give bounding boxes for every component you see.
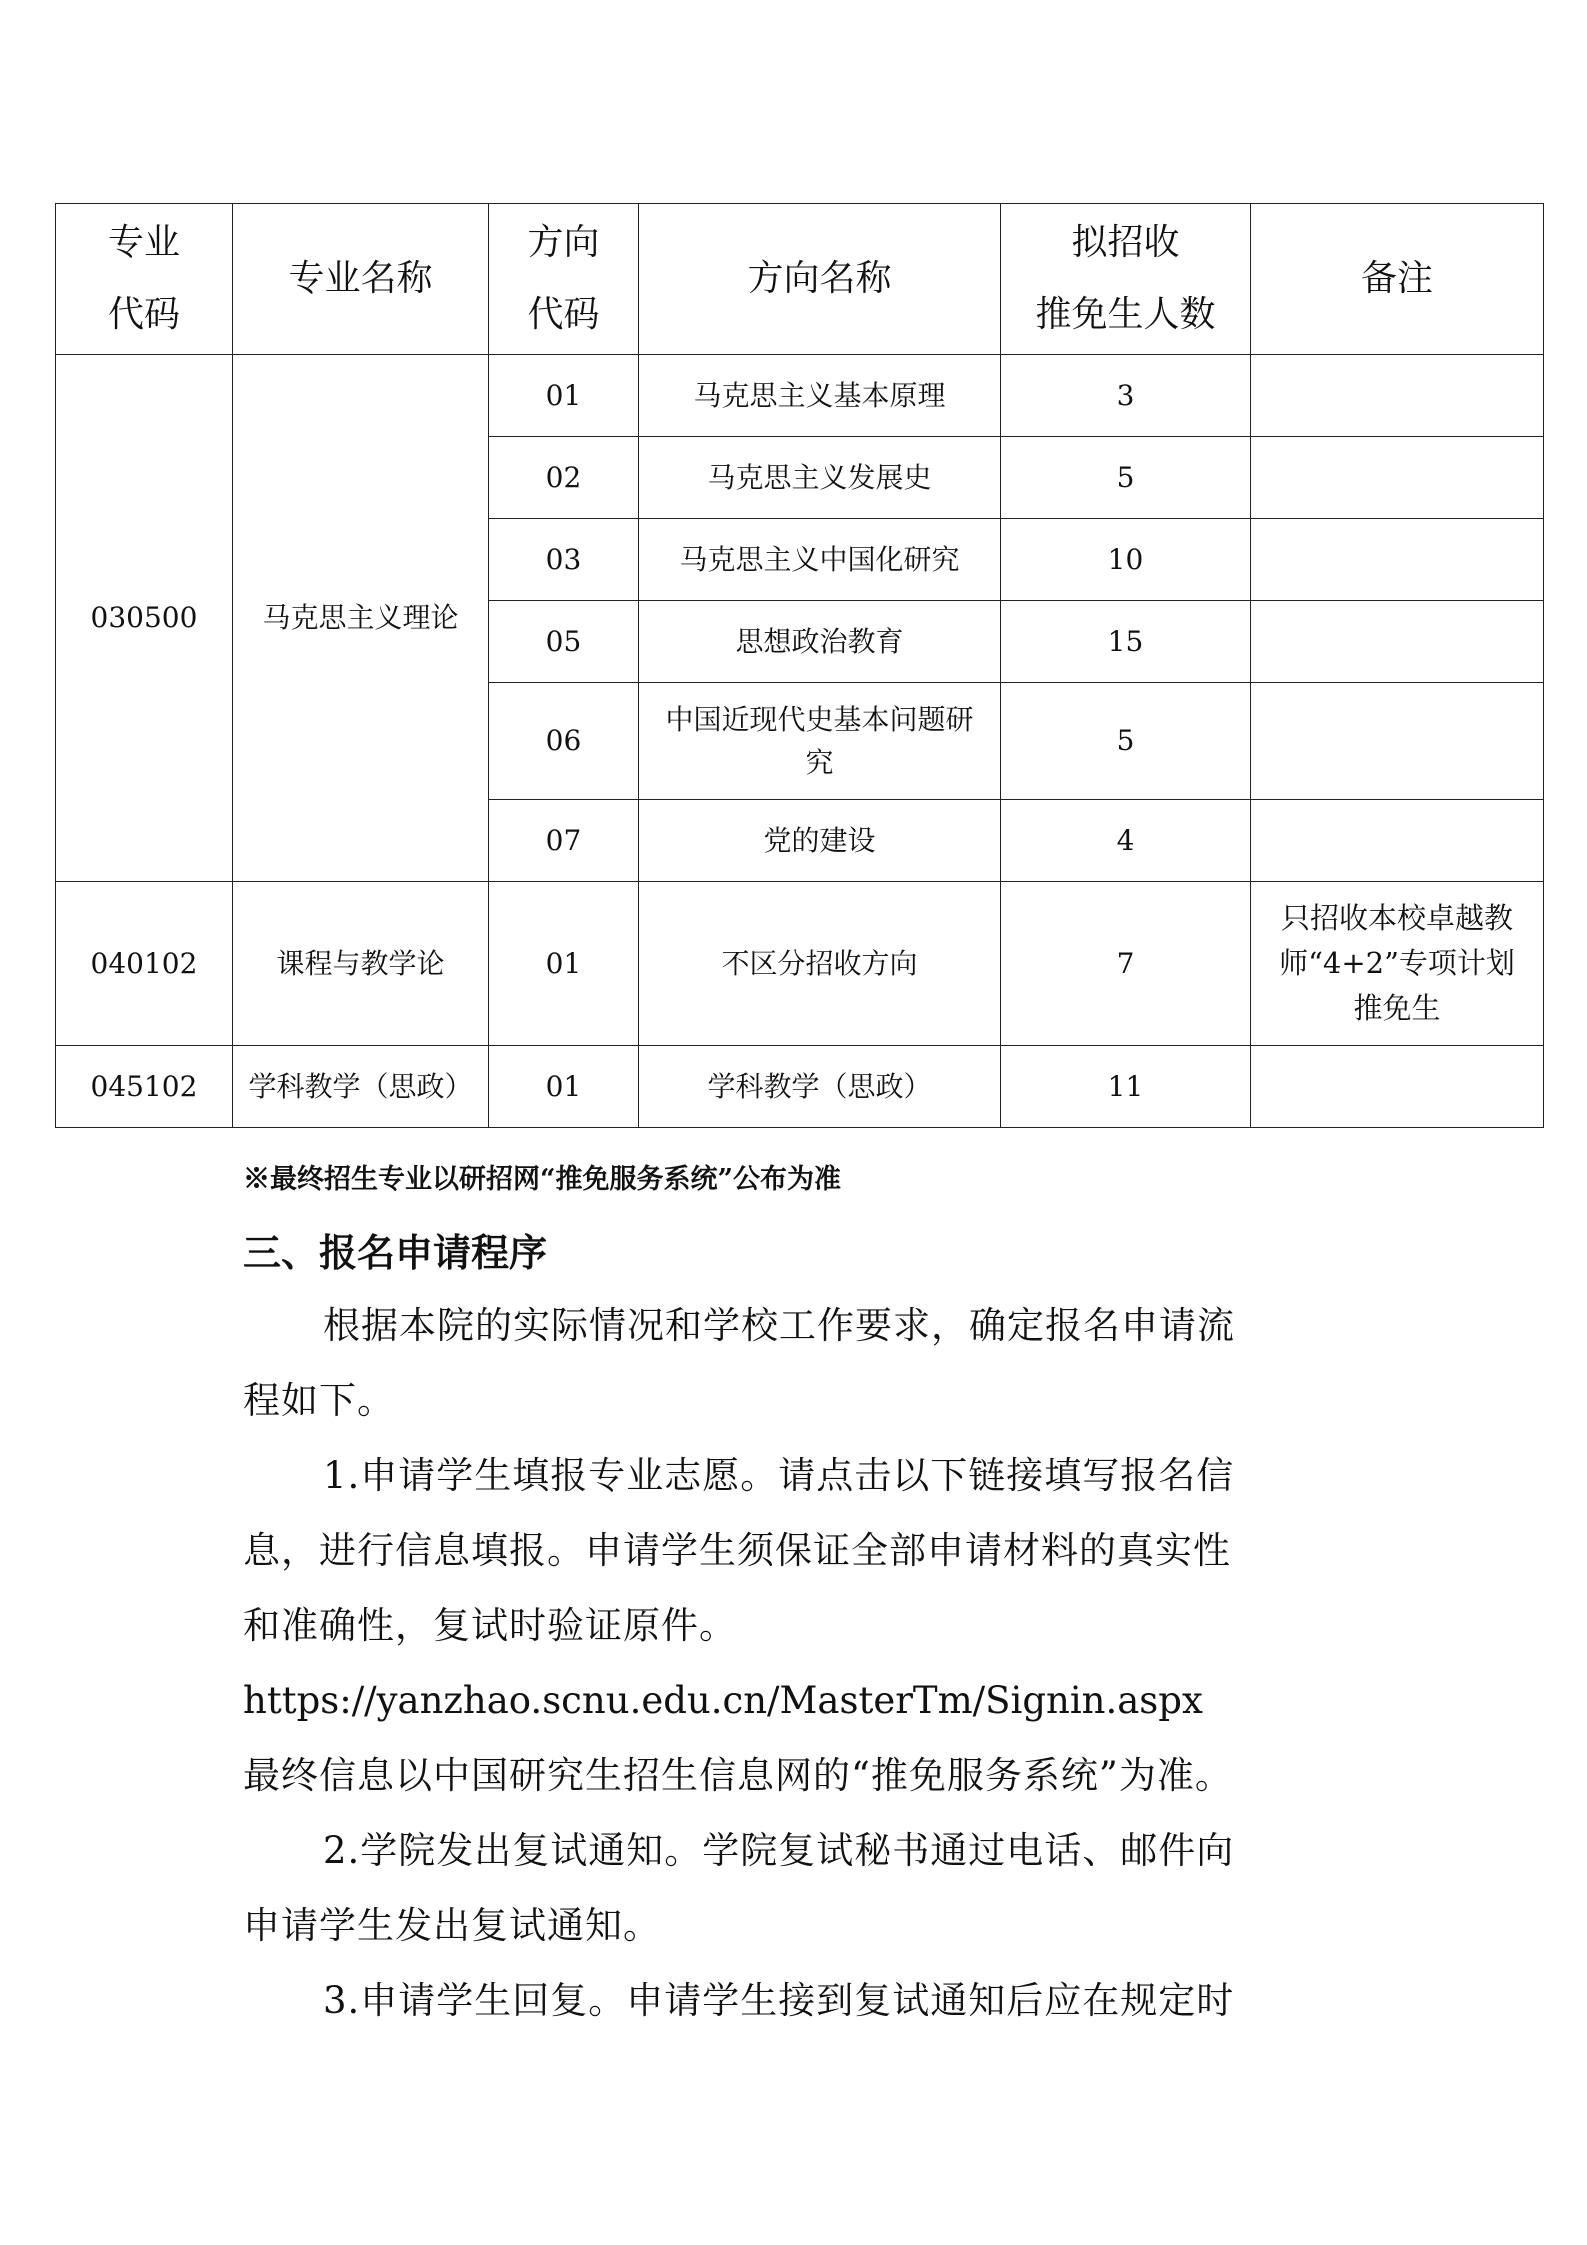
paragraph-line: 程如下。: [243, 1379, 395, 1422]
quota-count-cell: 15: [1001, 601, 1251, 683]
header-quota-count: 拟招收 推免生人数: [1001, 204, 1251, 355]
major-name-cell: 马克思主义理论: [233, 355, 489, 882]
quota-count-cell: 5: [1001, 683, 1251, 800]
major-name-cell: 课程与教学论: [233, 882, 489, 1046]
remarks-cell: [1251, 1046, 1544, 1128]
direction-name-cell: 思想政治教育: [639, 601, 1001, 683]
remarks-cell: [1251, 800, 1544, 882]
major-code-cell: 030500: [56, 355, 233, 882]
table-row: [56, 355, 1544, 437]
major-name-cell: 学科教学（思政）: [233, 1046, 489, 1128]
direction-code-cell: 02: [489, 437, 639, 519]
major-code-cell: 040102: [56, 882, 233, 1046]
paragraph-line: 和准确性，复试时验证原件。: [243, 1604, 737, 1647]
direction-name-cell: 不区分招收方向: [639, 882, 1001, 1046]
paragraph-line: 申请学生发出复试通知。: [243, 1904, 661, 1947]
quota-count-cell: 7: [1001, 882, 1251, 1046]
remarks-cell: [1251, 601, 1544, 683]
direction-code-cell: 07: [489, 800, 639, 882]
table-header-row: [56, 204, 1544, 355]
quota-count-cell: 11: [1001, 1046, 1251, 1128]
signup-link[interactable]: https://yanzhao.scnu.edu.cn/MasterTm/Signin.aspx: [243, 1679, 1203, 1722]
direction-code-cell: 06: [489, 683, 639, 800]
header-direction-code: 方向 代码: [489, 204, 639, 355]
header-major-code: 专业 代码: [56, 204, 233, 355]
table-footnote: ※最终招生专业以研招网“推免服务系统”公布为准: [243, 1164, 842, 1195]
direction-name-cell: 中国近现代史基本问题研究: [639, 683, 1001, 800]
recommendation-quota-table: [55, 203, 1544, 1128]
paragraph-line: 息，进行信息填报。申请学生须保证全部申请材料的真实性: [243, 1529, 1231, 1572]
table-row: [56, 1046, 1544, 1128]
remarks-cell: [1251, 355, 1544, 437]
quota-count-cell: 4: [1001, 800, 1251, 882]
major-code-cell: 045102: [56, 1046, 233, 1128]
remarks-cell: 只招收本校卓越教师“4+2”专项计划推免生: [1251, 882, 1544, 1046]
direction-name-cell: 马克思主义中国化研究: [639, 519, 1001, 601]
header-major-name: 专业名称: [233, 204, 489, 355]
remarks-cell: [1251, 437, 1544, 519]
direction-code-cell: 05: [489, 601, 639, 683]
table-row: [56, 882, 1544, 1046]
direction-code-cell: 01: [489, 882, 639, 1046]
section-heading: 三、报名申请程序: [243, 1230, 548, 1275]
direction-code-cell: 01: [489, 355, 639, 437]
remarks-cell: [1251, 519, 1544, 601]
direction-code-cell: 01: [489, 1046, 639, 1128]
quota-count-cell: 5: [1001, 437, 1251, 519]
paragraph-line: 2.学院发出复试通知。学院复试秘书通过电话、邮件向: [323, 1829, 1235, 1872]
direction-name-cell: 党的建设: [639, 800, 1001, 882]
remarks-cell: [1251, 683, 1544, 800]
paragraph-line: 最终信息以中国研究生招生信息网的“推免服务系统”为准。: [243, 1754, 1233, 1797]
quota-count-cell: 10: [1001, 519, 1251, 601]
header-direction-name: 方向名称: [639, 204, 1001, 355]
direction-name-cell: 学科教学（思政）: [639, 1046, 1001, 1128]
direction-name-cell: 马克思主义基本原理: [639, 355, 1001, 437]
paragraph-line: 1.申请学生填报专业志愿。请点击以下链接填写报名信: [323, 1454, 1235, 1497]
quota-count-cell: 3: [1001, 355, 1251, 437]
direction-code-cell: 03: [489, 519, 639, 601]
paragraph-line: 根据本院的实际情况和学校工作要求，确定报名申请流: [323, 1304, 1235, 1347]
paragraph-line: 3.申请学生回复。申请学生接到复试通知后应在规定时: [323, 1979, 1235, 2022]
direction-name-cell: 马克思主义发展史: [639, 437, 1001, 519]
header-remarks: 备注: [1251, 204, 1544, 355]
